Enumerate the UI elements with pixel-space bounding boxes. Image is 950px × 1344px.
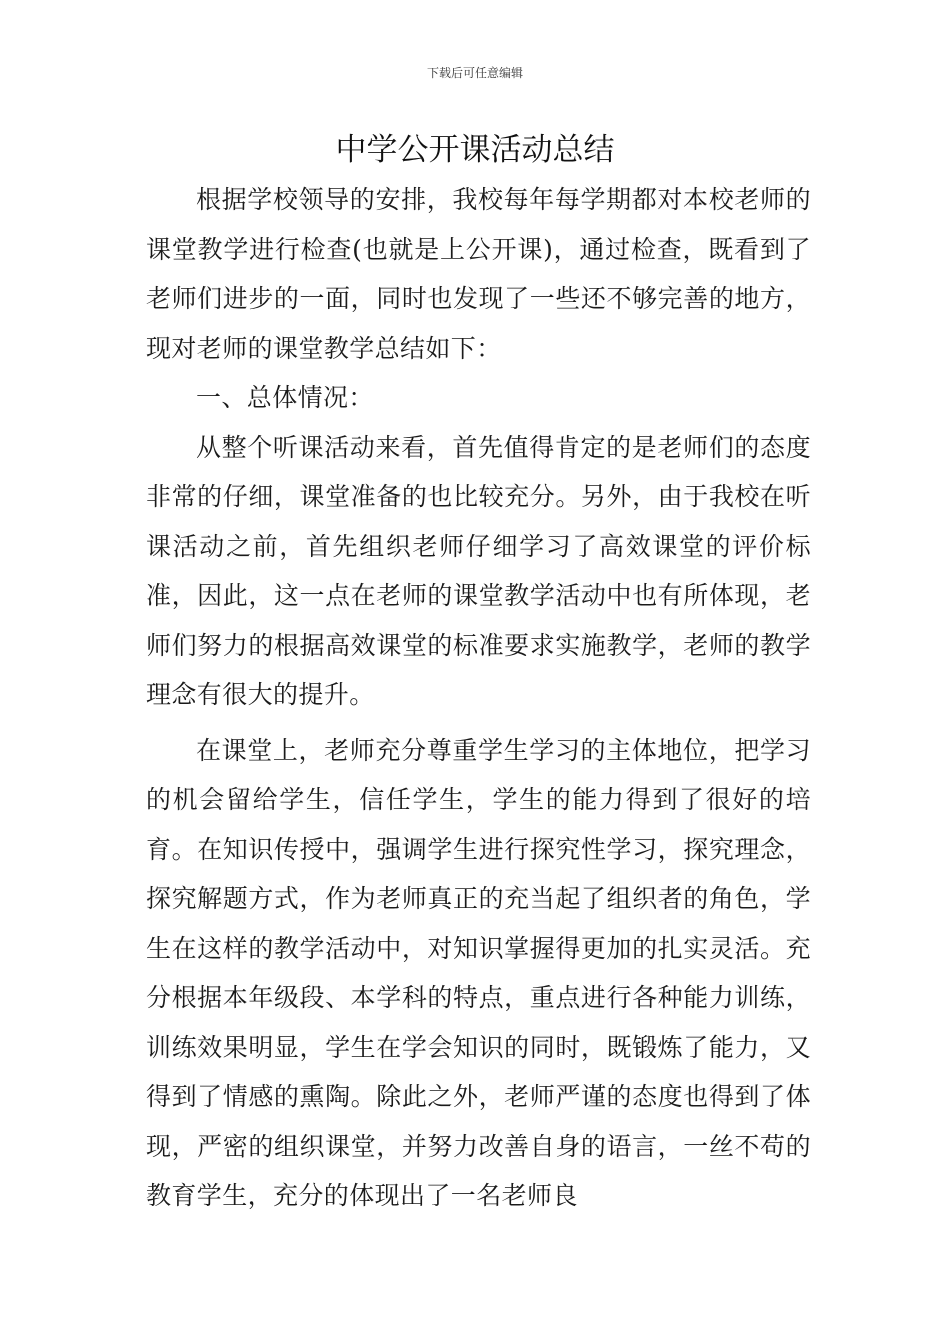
paragraph-intro: 根据学校领导的安排，我校每年每学期都对本校老师的课堂教学进行检查(也就是上公开课)，通过检查，既看到了老师们进步的一面，同时也发现了一些还不够完善的地方，现对老师的课堂教学总结如下：	[146, 185, 811, 363]
paragraph-classroom: 在课堂上，老师充分尊重学生学习的主体地位，把学习的机会留给学生，信任学生，学生的能力得到了很好的培育。在知识传授中，强调学生进行探究性学习，探究理念，探究解题方式，作为老师真正的充当起了组织者的角色，学生在这样的教学活动中，对知识掌握得更加的扎实灵活。充分根据本年级段、本学科的特点，重点进行各种能力训练，训练效果明显，学生在学会知识的同时，既锻炼了能力，又得到了情感的熏陶。除此之外，老师严谨的态度也得到了体现，严密的组织课堂，并努力改善自身的语言，一丝不苟的教育学生，充分的体现出了一名老师良	[146, 735, 811, 1210]
section-heading-overview: 一、总体情况：	[196, 383, 374, 412]
document-title: 中学公开课活动总结	[335, 132, 615, 168]
paragraph-overview: 从整个听课活动来看，首先值得肯定的是老师们的态度非常的仔细，课堂准备的也比较充分。另外，由于我校在听课活动之前，首先组织老师仔细学习了高效课堂的评价标准，因此，这一点在老师的课堂教学活动中也有所体现，老师们努力的根据高效课堂的标准要求实施教学，老师的教学理念有很大的提升。	[146, 432, 811, 709]
header-note: 下载后可任意编辑	[426, 66, 523, 80]
document-body	[146, 175, 811, 1221]
